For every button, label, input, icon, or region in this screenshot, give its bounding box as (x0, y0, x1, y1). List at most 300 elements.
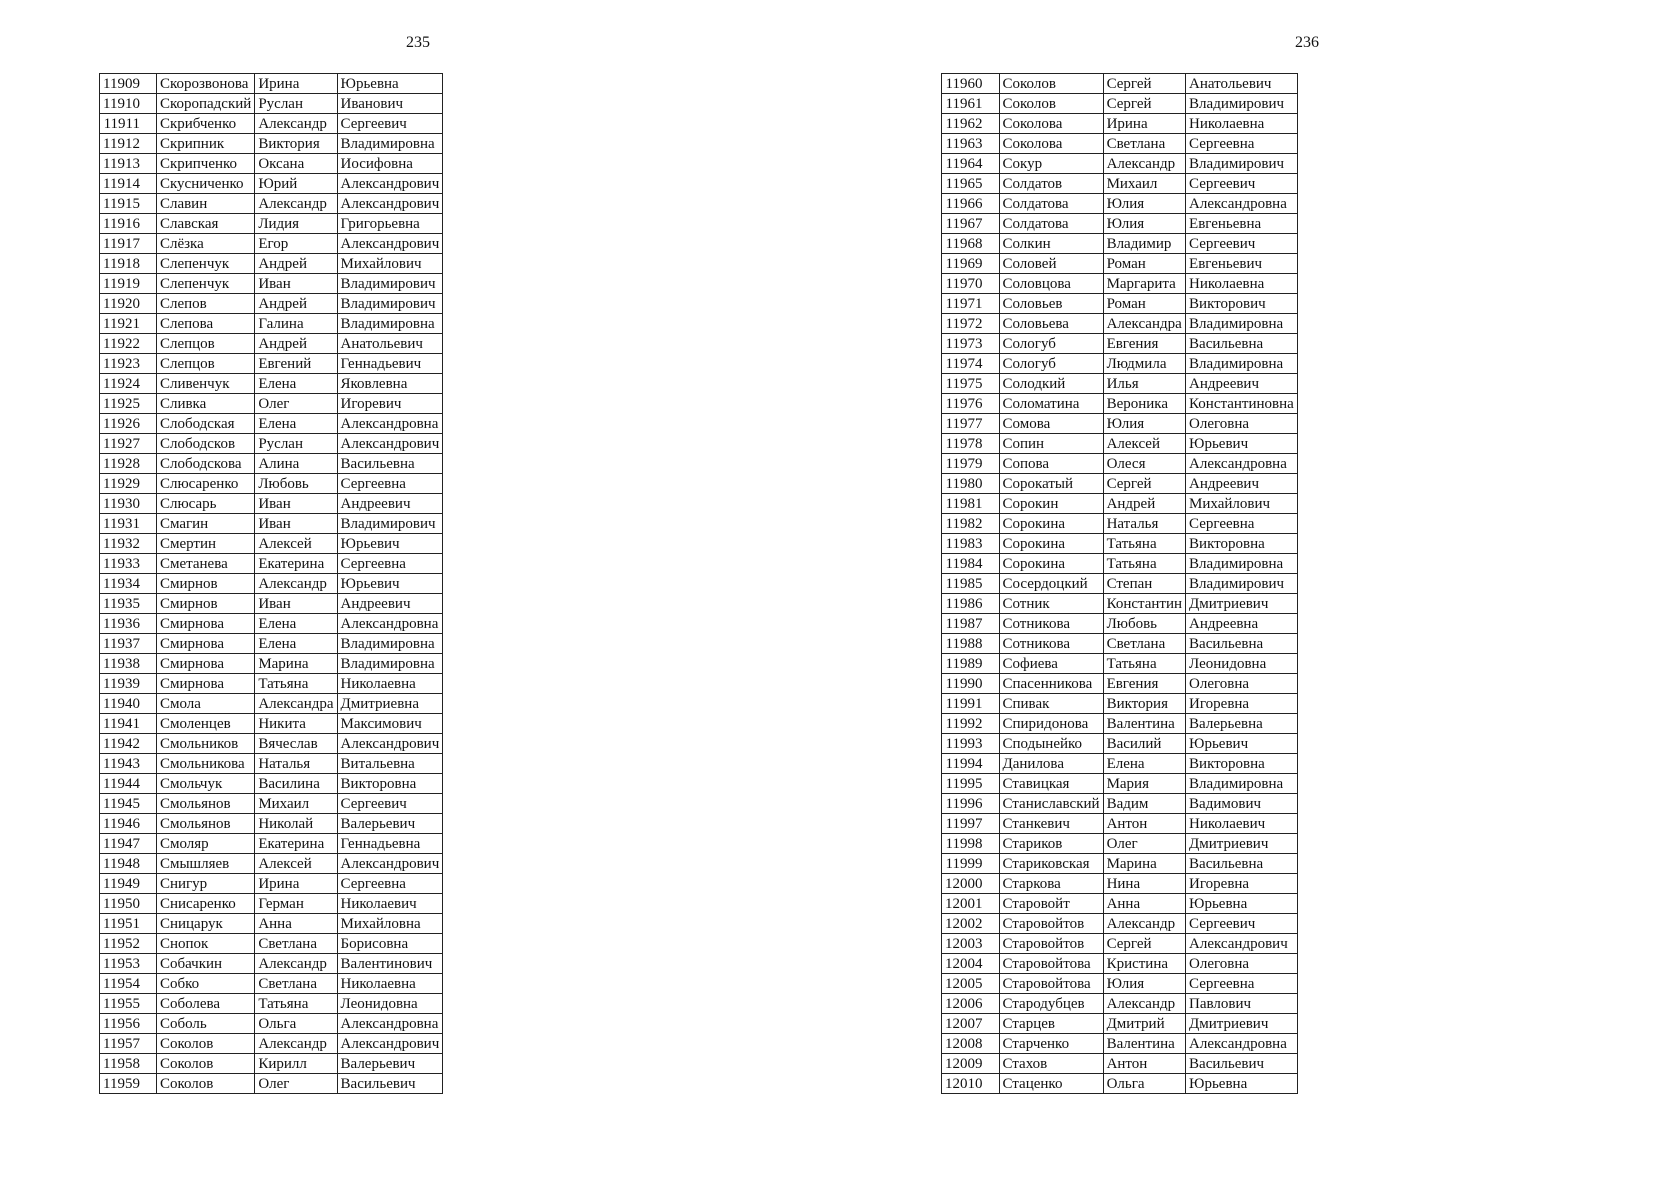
patronymic-cell: Сергеевич (337, 794, 443, 814)
row-number-cell: 11958 (100, 1054, 157, 1074)
row-number-cell: 11953 (100, 954, 157, 974)
row-number-cell: 11955 (100, 994, 157, 1014)
last-name-cell: Стахов (999, 1054, 1103, 1074)
row-number-cell: 11994 (942, 754, 1000, 774)
last-name-cell: Смирнова (156, 634, 254, 654)
patronymic-cell: Валерьевич (337, 1054, 443, 1074)
patronymic-cell: Леонидовна (1186, 654, 1298, 674)
row-number-cell: 11935 (100, 594, 157, 614)
first-name-cell: Татьяна (1103, 554, 1185, 574)
table-row (100, 314, 443, 334)
first-name-cell: Антон (1103, 814, 1185, 834)
first-name-cell: Александр (1103, 154, 1185, 174)
row-number-cell: 12002 (942, 914, 1000, 934)
patronymic-cell: Игоревна (1186, 874, 1298, 894)
last-name-cell: Снисаренко (156, 894, 254, 914)
patronymic-cell: Владимировна (337, 314, 443, 334)
row-number-cell: 11962 (942, 114, 1000, 134)
last-name-cell: Сподынейко (999, 734, 1103, 754)
table-row (942, 634, 1298, 654)
row-number-cell: 11924 (100, 374, 157, 394)
last-name-cell: Сорокина (999, 534, 1103, 554)
row-number-cell: 11979 (942, 454, 1000, 474)
last-name-cell: Смирнов (156, 594, 254, 614)
last-name-cell: Спасенникова (999, 674, 1103, 694)
first-name-cell: Роман (1103, 294, 1185, 314)
last-name-cell: Сметанева (156, 554, 254, 574)
first-name-cell: Елена (255, 414, 337, 434)
last-name-cell: Слепцов (156, 354, 254, 374)
table-row (942, 374, 1298, 394)
table-row (100, 954, 443, 974)
last-name-cell: Смольникова (156, 754, 254, 774)
table-row (942, 1054, 1298, 1074)
first-name-cell: Валентина (1103, 714, 1185, 734)
patronymic-cell: Сергеевна (337, 474, 443, 494)
row-number-cell: 11993 (942, 734, 1000, 754)
row-number-cell: 11984 (942, 554, 1000, 574)
row-number-cell: 11970 (942, 274, 1000, 294)
first-name-cell: Руслан (255, 94, 337, 114)
last-name-cell: Сорокин (999, 494, 1103, 514)
last-name-cell: Старовойтов (999, 934, 1103, 954)
last-name-cell: Старченко (999, 1034, 1103, 1054)
last-name-cell: Стариковская (999, 854, 1103, 874)
last-name-cell: Соломатина (999, 394, 1103, 414)
row-number-cell: 12007 (942, 1014, 1000, 1034)
first-name-cell: Вячеслав (255, 734, 337, 754)
patronymic-cell: Владимировна (337, 634, 443, 654)
row-number-cell: 11942 (100, 734, 157, 754)
table-row (942, 234, 1298, 254)
table-row (100, 254, 443, 274)
table-row (942, 454, 1298, 474)
patronymic-cell: Александрович (1186, 934, 1298, 954)
table-row (100, 1074, 443, 1094)
row-number-cell: 11954 (100, 974, 157, 994)
last-name-cell: Сотник (999, 594, 1103, 614)
row-number-cell: 11980 (942, 474, 1000, 494)
last-name-cell: Сопова (999, 454, 1103, 474)
table-row (942, 834, 1298, 854)
last-name-cell: Смольянов (156, 794, 254, 814)
last-name-cell: Солдатова (999, 214, 1103, 234)
row-number-cell: 11996 (942, 794, 1000, 814)
patronymic-cell: Юрьевич (1186, 434, 1298, 454)
row-number-cell: 11910 (100, 94, 157, 114)
row-number-cell: 11987 (942, 614, 1000, 634)
last-name-cell: Славин (156, 194, 254, 214)
last-name-cell: Снопок (156, 934, 254, 954)
table-row (942, 854, 1298, 874)
row-number-cell: 11917 (100, 234, 157, 254)
first-name-cell: Иван (255, 514, 337, 534)
patronymic-cell: Александрович (337, 734, 443, 754)
table-row (942, 254, 1298, 274)
patronymic-cell: Викторовна (337, 774, 443, 794)
first-name-cell: Андрей (255, 334, 337, 354)
last-name-cell: Соловцова (999, 274, 1103, 294)
row-number-cell: 11922 (100, 334, 157, 354)
row-number-cell: 11973 (942, 334, 1000, 354)
row-number-cell: 12000 (942, 874, 1000, 894)
first-name-cell: Евгений (255, 354, 337, 374)
table-row (100, 414, 443, 434)
table-row (942, 694, 1298, 714)
first-name-cell: Илья (1103, 374, 1185, 394)
table-row (100, 1034, 443, 1054)
first-name-cell: Евгения (1103, 334, 1185, 354)
last-name-cell: Сокур (999, 154, 1103, 174)
row-number-cell: 11934 (100, 574, 157, 594)
row-number-cell: 12008 (942, 1034, 1000, 1054)
patronymic-cell: Витальевна (337, 754, 443, 774)
row-number-cell: 11986 (942, 594, 1000, 614)
row-number-cell: 11990 (942, 674, 1000, 694)
first-name-cell: Виктория (1103, 694, 1185, 714)
patronymic-cell: Сергеевна (337, 554, 443, 574)
first-name-cell: Михаил (1103, 174, 1185, 194)
first-name-cell: Мария (1103, 774, 1185, 794)
first-name-cell: Татьяна (1103, 654, 1185, 674)
last-name-cell: Слюсарь (156, 494, 254, 514)
last-name-cell: Слободскова (156, 454, 254, 474)
last-name-cell: Сомова (999, 414, 1103, 434)
row-number-cell: 11961 (942, 94, 1000, 114)
first-name-cell: Маргарита (1103, 274, 1185, 294)
row-number-cell: 11919 (100, 274, 157, 294)
row-number-cell: 11971 (942, 294, 1000, 314)
first-name-cell: Светлана (1103, 134, 1185, 154)
patronymic-cell: Дмитриевич (1186, 594, 1298, 614)
last-name-cell: Смертин (156, 534, 254, 554)
table-row (100, 574, 443, 594)
first-name-cell: Алексей (1103, 434, 1185, 454)
patronymic-cell: Сергеевич (337, 114, 443, 134)
row-number-cell: 11950 (100, 894, 157, 914)
patronymic-cell: Яковлевна (337, 374, 443, 394)
last-name-cell: Соколов (156, 1034, 254, 1054)
table-row (942, 154, 1298, 174)
patronymic-cell: Викторович (1186, 294, 1298, 314)
last-name-cell: Скорозвонова (156, 74, 254, 94)
last-name-cell: Сотникова (999, 614, 1103, 634)
patronymic-cell: Владимирович (337, 274, 443, 294)
table-row (100, 1014, 443, 1034)
first-name-cell: Любовь (1103, 614, 1185, 634)
row-number-cell: 11983 (942, 534, 1000, 554)
first-name-cell: Наталья (1103, 514, 1185, 534)
table-row (942, 674, 1298, 694)
first-name-cell: Александр (255, 194, 337, 214)
last-name-cell: Спиридонова (999, 714, 1103, 734)
last-name-cell: Слободсков (156, 434, 254, 454)
table-row (942, 274, 1298, 294)
table-row (100, 894, 443, 914)
patronymic-cell: Андреевич (337, 594, 443, 614)
last-name-cell: Стариков (999, 834, 1103, 854)
last-name-cell: Смольников (156, 734, 254, 754)
last-name-cell: Станиславский (999, 794, 1103, 814)
last-name-cell: Сологуб (999, 354, 1103, 374)
last-name-cell: Слепенчук (156, 254, 254, 274)
table-row (942, 394, 1298, 414)
table-row (942, 534, 1298, 554)
table-row (100, 294, 443, 314)
table-row (942, 874, 1298, 894)
row-number-cell: 11997 (942, 814, 1000, 834)
row-number-cell: 11918 (100, 254, 157, 274)
last-name-cell: Славская (156, 214, 254, 234)
table-row (942, 194, 1298, 214)
table-row (942, 514, 1298, 534)
patronymic-cell: Юрьевна (1186, 894, 1298, 914)
first-name-cell: Иван (255, 274, 337, 294)
patronymic-cell: Васильевич (1186, 1054, 1298, 1074)
last-name-cell: Скрипченко (156, 154, 254, 174)
last-name-cell: Слепов (156, 294, 254, 314)
patronymic-cell: Васильевна (1186, 854, 1298, 874)
patronymic-cell: Анатольевич (1186, 74, 1298, 94)
row-number-cell: 11909 (100, 74, 157, 94)
row-number-cell: 11948 (100, 854, 157, 874)
table-row (942, 434, 1298, 454)
patronymic-cell: Николаевич (337, 894, 443, 914)
patronymic-cell: Сергеевна (1186, 134, 1298, 154)
first-name-cell: Сергей (1103, 934, 1185, 954)
row-number-cell: 11925 (100, 394, 157, 414)
row-number-cell: 11939 (100, 674, 157, 694)
row-number-cell: 12004 (942, 954, 1000, 974)
row-number-cell: 11976 (942, 394, 1000, 414)
patronymic-cell: Владимирович (1186, 94, 1298, 114)
table-row (100, 354, 443, 374)
patronymic-cell: Михайлович (1186, 494, 1298, 514)
patronymic-cell: Игоревич (337, 394, 443, 414)
table-row (100, 374, 443, 394)
row-number-cell: 11930 (100, 494, 157, 514)
last-name-cell: Старовойтов (999, 914, 1103, 934)
first-name-cell: Андрей (255, 294, 337, 314)
table-row (100, 434, 443, 454)
last-name-cell: Солдатов (999, 174, 1103, 194)
row-number-cell: 11985 (942, 574, 1000, 594)
last-name-cell: Сорокатый (999, 474, 1103, 494)
table-row (942, 734, 1298, 754)
last-name-cell: Соколова (999, 114, 1103, 134)
first-name-cell: Александр (255, 954, 337, 974)
row-number-cell: 12006 (942, 994, 1000, 1014)
last-name-cell: Старовойт (999, 894, 1103, 914)
first-name-cell: Валентина (1103, 1034, 1185, 1054)
row-number-cell: 11977 (942, 414, 1000, 434)
first-name-cell: Андрей (1103, 494, 1185, 514)
table-row (100, 874, 443, 894)
first-name-cell: Татьяна (1103, 534, 1185, 554)
patronymic-cell: Николаевич (1186, 814, 1298, 834)
row-number-cell: 11937 (100, 634, 157, 654)
last-name-cell: Сливка (156, 394, 254, 414)
table-row (100, 534, 443, 554)
patronymic-cell: Владимировна (1186, 314, 1298, 334)
patronymic-cell: Владимирович (1186, 154, 1298, 174)
last-name-cell: Сотникова (999, 634, 1103, 654)
first-name-cell: Ольга (255, 1014, 337, 1034)
first-name-cell: Людмила (1103, 354, 1185, 374)
row-number-cell: 11981 (942, 494, 1000, 514)
table-row (942, 794, 1298, 814)
row-number-cell: 11969 (942, 254, 1000, 274)
table-row (100, 74, 443, 94)
patronymic-cell: Леонидовна (337, 994, 443, 1014)
first-name-cell: Нина (1103, 874, 1185, 894)
row-number-cell: 11991 (942, 694, 1000, 714)
table-row (100, 194, 443, 214)
row-number-cell: 11944 (100, 774, 157, 794)
row-number-cell: 11928 (100, 454, 157, 474)
row-number-cell: 11965 (942, 174, 1000, 194)
row-number-cell: 11943 (100, 754, 157, 774)
table-row (100, 654, 443, 674)
first-name-cell: Александра (255, 694, 337, 714)
last-name-cell: Слепцов (156, 334, 254, 354)
first-name-cell: Елена (255, 614, 337, 634)
last-name-cell: Соловьев (999, 294, 1103, 314)
patronymic-cell: Владимировна (337, 654, 443, 674)
last-name-cell: Солдатова (999, 194, 1103, 214)
patronymic-cell: Юрьевич (337, 574, 443, 594)
first-name-cell: Роман (1103, 254, 1185, 274)
table-row (942, 814, 1298, 834)
last-name-cell: Сопин (999, 434, 1103, 454)
last-name-cell: Данилова (999, 754, 1103, 774)
patronymic-cell: Владимирович (337, 514, 443, 534)
row-number-cell: 12009 (942, 1054, 1000, 1074)
table-row (100, 494, 443, 514)
last-name-cell: Старовойтова (999, 974, 1103, 994)
row-number-cell: 11992 (942, 714, 1000, 734)
first-name-cell: Александр (255, 1034, 337, 1054)
row-number-cell: 11929 (100, 474, 157, 494)
patronymic-cell: Сергеевна (1186, 514, 1298, 534)
last-name-cell: Смирнова (156, 654, 254, 674)
table-row (100, 554, 443, 574)
patronymic-cell: Андреевич (1186, 374, 1298, 394)
patronymic-cell: Андреевич (337, 494, 443, 514)
patronymic-cell: Сергеевич (1186, 174, 1298, 194)
last-name-cell: Старцев (999, 1014, 1103, 1034)
patronymic-cell: Олеговна (1186, 954, 1298, 974)
patronymic-cell: Александрович (337, 854, 443, 874)
row-number-cell: 11911 (100, 114, 157, 134)
patronymic-cell: Максимович (337, 714, 443, 734)
table-row (942, 974, 1298, 994)
row-number-cell: 12010 (942, 1074, 1000, 1094)
row-number-cell: 11923 (100, 354, 157, 374)
table-row (942, 74, 1298, 94)
patronymic-cell: Васильевна (1186, 634, 1298, 654)
last-name-cell: Соколов (999, 94, 1103, 114)
table-row (100, 1054, 443, 1074)
last-name-cell: Снигур (156, 874, 254, 894)
first-name-cell: Екатерина (255, 834, 337, 854)
first-name-cell: Андрей (255, 254, 337, 274)
row-number-cell: 11933 (100, 554, 157, 574)
first-name-cell: Кристина (1103, 954, 1185, 974)
patronymic-cell: Викторовна (1186, 754, 1298, 774)
patronymic-cell: Александровна (337, 1014, 443, 1034)
patronymic-cell: Юрьевна (337, 74, 443, 94)
row-number-cell: 11982 (942, 514, 1000, 534)
table-row (942, 594, 1298, 614)
patronymic-cell: Владимирович (337, 294, 443, 314)
table-row (942, 1014, 1298, 1034)
table-row (100, 834, 443, 854)
patronymic-cell: Александровна (1186, 454, 1298, 474)
last-name-cell: Смольянов (156, 814, 254, 834)
first-name-cell: Герман (255, 894, 337, 914)
table-row (100, 814, 443, 834)
table-row (100, 694, 443, 714)
table-row (100, 854, 443, 874)
patronymic-cell: Александровна (337, 414, 443, 434)
last-name-cell: Спивак (999, 694, 1103, 714)
last-name-cell: Смирнова (156, 674, 254, 694)
first-name-cell: Оксана (255, 154, 337, 174)
first-name-cell: Олег (1103, 834, 1185, 854)
first-name-cell: Марина (1103, 854, 1185, 874)
row-number-cell: 11964 (942, 154, 1000, 174)
patronymic-cell: Игоревна (1186, 694, 1298, 714)
table-row (942, 934, 1298, 954)
row-number-cell: 11998 (942, 834, 1000, 854)
last-name-cell: Соловей (999, 254, 1103, 274)
patronymic-cell: Иванович (337, 94, 443, 114)
patronymic-cell: Евгеньевна (1186, 214, 1298, 234)
last-name-cell: Собачкин (156, 954, 254, 974)
last-name-cell: Смирнова (156, 614, 254, 634)
table-row (100, 594, 443, 614)
table-row (100, 214, 443, 234)
table-row (942, 1034, 1298, 1054)
first-name-cell: Любовь (255, 474, 337, 494)
first-name-cell: Иван (255, 594, 337, 614)
first-name-cell: Ольга (1103, 1074, 1185, 1094)
patronymic-cell: Владимирович (1186, 574, 1298, 594)
table-row (100, 334, 443, 354)
patronymic-cell: Николаевна (1186, 274, 1298, 294)
table-row (100, 974, 443, 994)
last-name-cell: Собко (156, 974, 254, 994)
patronymic-cell: Васильевич (337, 1074, 443, 1094)
row-number-cell: 11921 (100, 314, 157, 334)
first-name-cell: Татьяна (255, 994, 337, 1014)
last-name-cell: Слюсаренко (156, 474, 254, 494)
last-name-cell: Смоляр (156, 834, 254, 854)
patronymic-cell: Борисовна (337, 934, 443, 954)
last-name-cell: Смышляев (156, 854, 254, 874)
first-name-cell: Кирилл (255, 1054, 337, 1074)
table-row (100, 794, 443, 814)
patronymic-cell: Вадимович (1186, 794, 1298, 814)
last-name-cell: Соловьева (999, 314, 1103, 334)
first-name-cell: Светлана (1103, 634, 1185, 654)
row-number-cell: 11999 (942, 854, 1000, 874)
last-name-cell: Сорокина (999, 554, 1103, 574)
table-row (942, 954, 1298, 974)
patronymic-cell: Валерьевна (1186, 714, 1298, 734)
table-row (100, 914, 443, 934)
